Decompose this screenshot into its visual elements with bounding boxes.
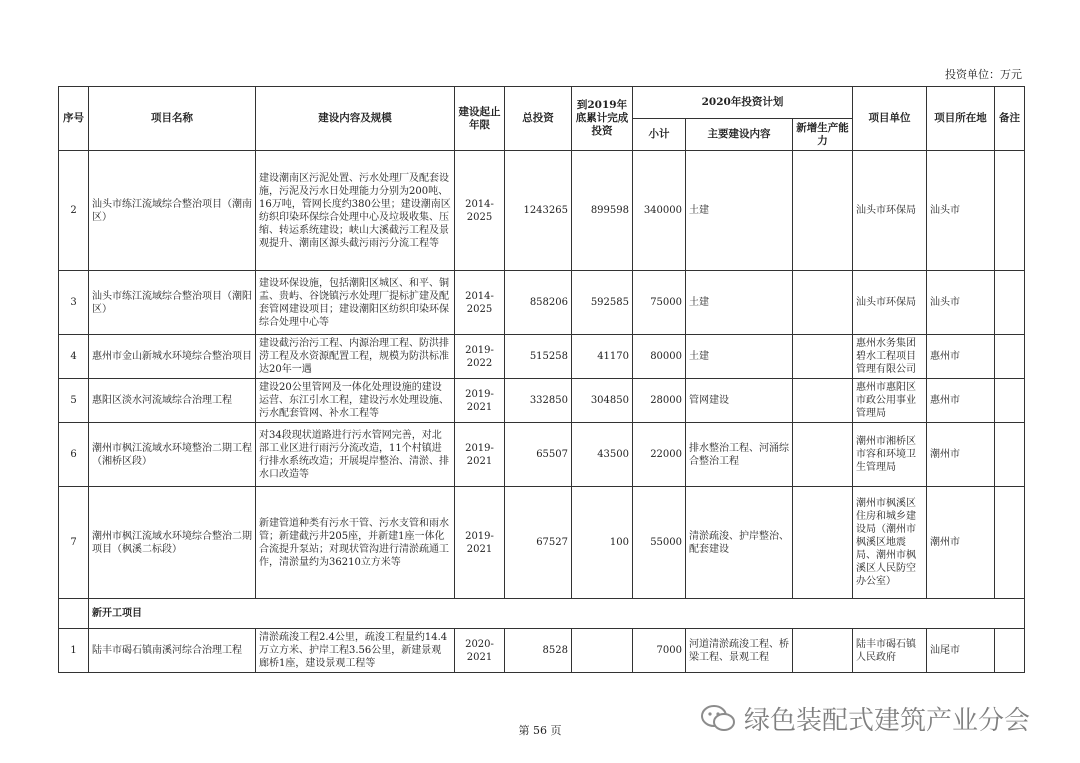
total-cell: 332850 bbox=[505, 379, 572, 423]
remark-cell bbox=[995, 629, 1025, 673]
seq-cell: 6 bbox=[59, 423, 89, 487]
subtotal-cell: 22000 bbox=[633, 423, 686, 487]
done2019-cell: 592585 bbox=[572, 271, 633, 335]
remark-cell bbox=[995, 151, 1025, 271]
done2019-cell: 43500 bbox=[572, 423, 633, 487]
header-seq: 序号 bbox=[59, 87, 89, 151]
content-cell: 建设截污治污工程、内源治理工程、防洪排涝工程及水资源配置工程，规模为防洪标准达20年一遇 bbox=[256, 335, 455, 379]
location-cell: 惠州市 bbox=[927, 379, 995, 423]
remark-cell bbox=[995, 335, 1025, 379]
content-cell: 建设环保设施，包括潮阳区城区、和平、铜盂、贵屿、谷饶镇污水处理厂提标扩建及配套管网建设项目；建设潮阳区纺织印染环保综合处理中心等 bbox=[256, 271, 455, 335]
total-cell: 1243265 bbox=[505, 151, 572, 271]
unit-cell: 惠州水务集团碧水工程项目管理有限公司 bbox=[853, 335, 927, 379]
content-cell: 建设20公里管网及一体化处理设施的建设运营、东江引水工程，建设污水处理设施、污水配套管网、补水工程等 bbox=[256, 379, 455, 423]
header-plan2020: 2020年投资计划 bbox=[633, 87, 853, 119]
name-cell: 陆丰市碣石镇南溪河综合治理工程 bbox=[89, 629, 256, 673]
page-footer: 第 56 页 bbox=[518, 724, 562, 737]
name-cell: 惠州市金山新城水环境综合整治项目 bbox=[89, 335, 256, 379]
years-cell: 2019-2021 bbox=[455, 379, 505, 423]
content-cell: 新建管道种类有污水干管、污水支管和雨水管；新建截污井205座，并新建1座一体化合流提升泵站；对现状管沟进行清淤疏通工作，清淤量约为36210立方米等 bbox=[256, 487, 455, 599]
content-cell: 清淤疏浚工程2.4公里，疏浚工程量约14.4万立方米、护岸工程3.56公里，新建景观廊桥1座，建设景观工程等 bbox=[256, 629, 455, 673]
unit-cell: 陆丰市碣石镇人民政府 bbox=[853, 629, 927, 673]
name-cell: 汕头市练江流域综合整治项目（潮阳区） bbox=[89, 271, 256, 335]
done2019-cell: 304850 bbox=[572, 379, 633, 423]
main-content-cell: 土建 bbox=[686, 335, 793, 379]
header-capacity: 新增生产能力 bbox=[793, 119, 853, 151]
total-cell: 515258 bbox=[505, 335, 572, 379]
location-cell: 潮州市 bbox=[927, 487, 995, 599]
total-cell: 8528 bbox=[505, 629, 572, 673]
remark-cell bbox=[995, 379, 1025, 423]
done2019-cell: 899598 bbox=[572, 151, 633, 271]
section-seq-cell bbox=[59, 599, 89, 629]
subtotal-cell: 75000 bbox=[633, 271, 686, 335]
wechat-icon bbox=[700, 704, 736, 734]
subtotal-cell: 28000 bbox=[633, 379, 686, 423]
table-row bbox=[59, 151, 1025, 271]
subtotal-cell: 340000 bbox=[633, 151, 686, 271]
table-row bbox=[59, 487, 1025, 599]
seq-cell: 1 bbox=[59, 629, 89, 673]
content-cell: 对34段现状道路进行污水管网完善，对北部工业区进行雨污分流改造，11个村镇进行排水系统改造；开展堤岸整治、清淤、排水口改造等 bbox=[256, 423, 455, 487]
header-remark: 备注 bbox=[995, 87, 1025, 151]
done2019-cell: 41170 bbox=[572, 335, 633, 379]
subtotal-cell: 55000 bbox=[633, 487, 686, 599]
location-cell: 汕头市 bbox=[927, 271, 995, 335]
header-unit: 项目单位 bbox=[853, 87, 927, 151]
unit-cell: 潮州市枫溪区住房和城乡建设局（潮州市枫溪区地震局、潮州市枫溪区人民防空办公室） bbox=[853, 487, 927, 599]
remark-cell bbox=[995, 487, 1025, 599]
location-cell: 汕尾市 bbox=[927, 629, 995, 673]
unit-cell: 汕头市环保局 bbox=[853, 271, 927, 335]
years-cell: 2014-2025 bbox=[455, 151, 505, 271]
header-location: 项目所在地 bbox=[927, 87, 995, 151]
investment-unit-note: 投资单位：万元 bbox=[945, 68, 1022, 81]
total-cell: 67527 bbox=[505, 487, 572, 599]
table-row bbox=[59, 335, 1025, 379]
capacity-cell bbox=[793, 335, 853, 379]
subtotal-cell: 7000 bbox=[633, 629, 686, 673]
seq-cell: 4 bbox=[59, 335, 89, 379]
capacity-cell bbox=[793, 629, 853, 673]
years-cell: 2019-2021 bbox=[455, 487, 505, 599]
capacity-cell bbox=[793, 151, 853, 271]
years-cell: 2019-2022 bbox=[455, 335, 505, 379]
seq-cell: 3 bbox=[59, 271, 89, 335]
main-content-cell: 管网建设 bbox=[686, 379, 793, 423]
total-cell: 858206 bbox=[505, 271, 572, 335]
header-content: 建设内容及规模 bbox=[256, 87, 455, 151]
main-content-cell: 土建 bbox=[686, 271, 793, 335]
name-cell: 潮州市枫江流域水环境整治二期工程（湘桥区段） bbox=[89, 423, 256, 487]
main-content-cell: 土建 bbox=[686, 151, 793, 271]
name-cell: 惠阳区淡水河流域综合治理工程 bbox=[89, 379, 256, 423]
location-cell: 惠州市 bbox=[927, 335, 995, 379]
remark-cell bbox=[995, 423, 1025, 487]
location-cell: 汕头市 bbox=[927, 151, 995, 271]
header-subtotal: 小计 bbox=[633, 119, 686, 151]
name-cell: 潮州市枫江流域水环境综合整治二期项目（枫溪二标段） bbox=[89, 487, 256, 599]
table-row bbox=[59, 629, 1025, 673]
content-cell: 建设潮南区污泥处置、污水处理厂及配套设施，污泥及污水日处理能力分别为200吨、16万吨，管网长度约380公里；建设潮南区纺织印染环保综合处理中心及垃圾收集、压缩、转运系统建设；峡山大溪截污工程及景观提升、潮南区源头截污雨污分流工程等 bbox=[256, 151, 455, 271]
watermark-text: 绿色装配式建筑产业分会 bbox=[744, 706, 1031, 736]
capacity-cell bbox=[793, 423, 853, 487]
capacity-cell bbox=[793, 379, 853, 423]
watermark bbox=[700, 700, 1030, 737]
seq-cell: 2 bbox=[59, 151, 89, 271]
main-content-cell: 河道清淤疏浚工程、桥梁工程、景观工程 bbox=[686, 629, 793, 673]
table-row bbox=[59, 379, 1025, 423]
done2019-cell bbox=[572, 629, 633, 673]
section-label: 新开工项目 bbox=[89, 599, 1025, 629]
unit-cell: 惠州市惠阳区市政公用事业管理局 bbox=[853, 379, 927, 423]
header-main-content: 主要建设内容 bbox=[686, 119, 793, 151]
header-done2019: 到2019年底累计完成投资 bbox=[572, 87, 633, 151]
done2019-cell: 100 bbox=[572, 487, 633, 599]
header-years: 建设起止年限 bbox=[455, 87, 505, 151]
subtotal-cell: 80000 bbox=[633, 335, 686, 379]
seq-cell: 5 bbox=[59, 379, 89, 423]
unit-cell: 潮州市湘桥区市容和环境卫生管理局 bbox=[853, 423, 927, 487]
investment-table bbox=[58, 86, 1025, 673]
header-name: 项目名称 bbox=[89, 87, 256, 151]
capacity-cell bbox=[793, 487, 853, 599]
seq-cell: 7 bbox=[59, 487, 89, 599]
total-cell: 65507 bbox=[505, 423, 572, 487]
main-content-cell: 清淤疏浚、护岸整治、配套建设 bbox=[686, 487, 793, 599]
table-row bbox=[59, 271, 1025, 335]
years-cell: 2019-2021 bbox=[455, 423, 505, 487]
unit-cell: 汕头市环保局 bbox=[853, 151, 927, 271]
table-row bbox=[59, 423, 1025, 487]
main-content-cell: 排水整治工程、河涌综合整治工程 bbox=[686, 423, 793, 487]
remark-cell bbox=[995, 271, 1025, 335]
capacity-cell bbox=[793, 271, 853, 335]
location-cell: 潮州市 bbox=[927, 423, 995, 487]
years-cell: 2014-2025 bbox=[455, 271, 505, 335]
name-cell: 汕头市练江流域综合整治项目（潮南区） bbox=[89, 151, 256, 271]
years-cell: 2020-2021 bbox=[455, 629, 505, 673]
header-total: 总投资 bbox=[505, 87, 572, 151]
